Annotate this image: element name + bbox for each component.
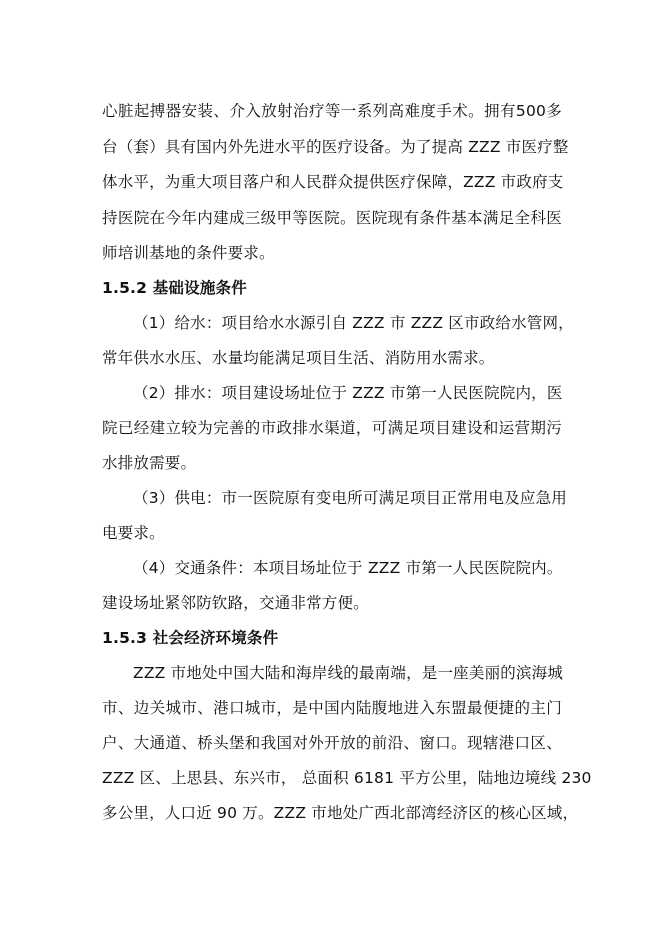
list-item-line: （1）给水：项目给水水源引自 ZZZ 市 ZZZ 区市政给水管网， <box>133 314 574 332</box>
paragraph-line: ZZZ 市地处中国大陆和海岸线的最南端，是一座美丽的滨海城 <box>133 664 564 682</box>
paragraph-line: 市、边关城市、港口城市，是中国内陆腹地进入东盟最便捷的主门 <box>102 699 562 717</box>
list-item-line: 水排放需要。 <box>102 454 197 472</box>
paragraph-line: 心脏起搏器安装、介入放射治疗等一系列高难度手术。拥有500多 <box>102 102 562 120</box>
list-item-line: 院已经建立较为完善的市政排水渠道，可满足项目建设和运营期污 <box>102 419 562 437</box>
paragraph-line: 体水平，为重大项目落户和人民群众提供医疗保障，ZZZ 市政府支 <box>102 173 564 191</box>
paragraph-line: 台（套）具有国内外先进水平的医疗设备。为了提高 ZZZ 市医疗整 <box>102 138 569 156</box>
list-item-line: （4）交通条件：本项目场址位于 ZZZ 市第一人民医院院内。 <box>133 559 563 577</box>
list-item-line: （3）供电：市一医院原有变电所可满足项目正常用电及应急用 <box>133 489 567 507</box>
list-item-line: （2）排水：项目建设场址位于 ZZZ 市第一人民医院院内，医 <box>133 384 563 402</box>
list-item-line: 电要求。 <box>102 524 165 542</box>
section-heading-1-5-3: 1.5.3 社会经济环境条件 <box>102 629 279 647</box>
paragraph-line: 持医院在今年内建成三级甲等医院。医院现有条件基本满足全科医 <box>102 209 562 227</box>
paragraph-line: ZZZ 区、上思县、东兴市， 总面积 6181 平方公里，陆地边境线 230 <box>102 769 592 787</box>
list-item-line: 常年供水水压、水量均能满足项目生活、消防用水需求。 <box>102 349 495 367</box>
paragraph-line: 多公里，人口近 90 万。ZZZ 市地处广西北部湾经济区的核心区域， <box>102 804 579 822</box>
section-heading-1-5-2: 1.5.2 基础设施条件 <box>102 279 247 297</box>
list-item-line: 建设场址紧邻防钦路，交通非常方便。 <box>102 594 369 612</box>
paragraph-line: 户、大通道、桥头堡和我国对外开放的前沿、窗口。现辖港口区、 <box>102 734 562 752</box>
paragraph-line: 师培训基地的条件要求。 <box>102 244 275 262</box>
